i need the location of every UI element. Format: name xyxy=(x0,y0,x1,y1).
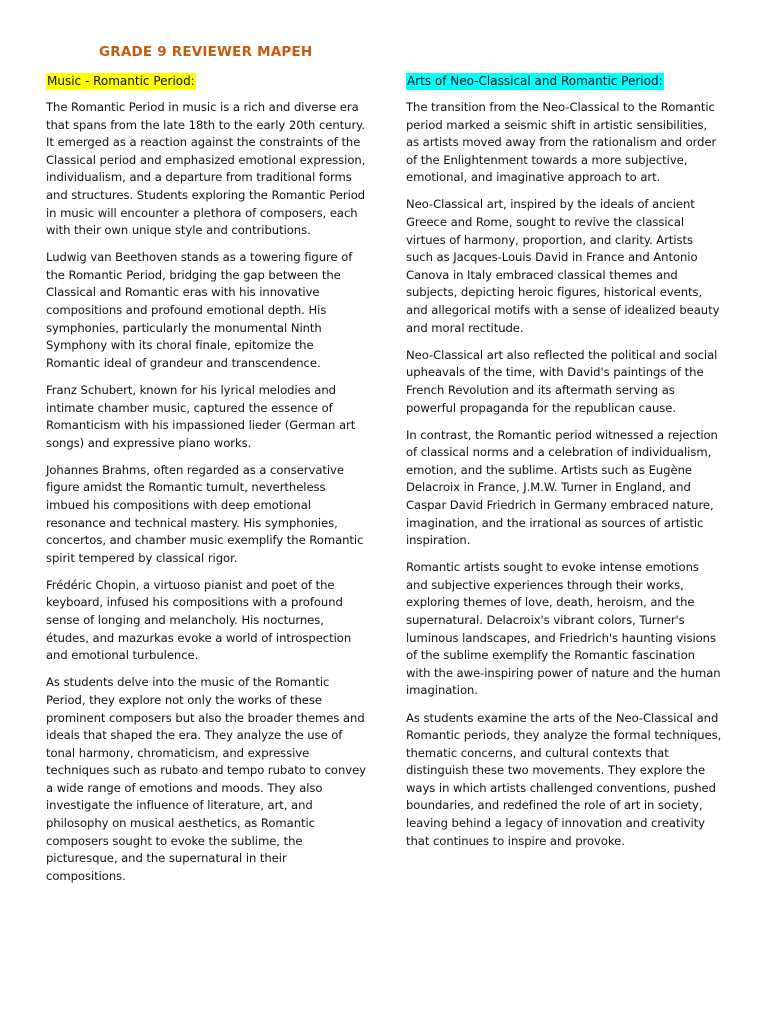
arts-paragraph-neoclassical: Neo-Classical art, inspired by the ideals of ancient Greece and Rome, sought to revive the classical virtues of harmony, proportion, and clarity. Artists such as Jacques-Louis David in France and Antonio Canova in Italy embraced classical themes and subjects, depicting heroic figures, historical events, and allegorical motifs with a sense of idealized beauty and moral rectitude. xyxy=(406,197,720,335)
arts-paragraph-romantic-artists: Romantic artists sought to evoke intense emotions and subjective experiences through their works, exploring themes of love, death, heroism, and the supernatural. Delacroix's vibrant colors, Turner's luminous landscapes, and Friedrich's haunting visions of the sublime exemplify the Romantic fascination with the awe-inspiring power of nature and the human imagination. xyxy=(406,560,721,698)
arts-section-heading: Arts of Neo-Classical and Romantic Period: xyxy=(407,74,663,88)
music-section-heading: Music - Romantic Period: xyxy=(47,74,195,88)
music-paragraph-brahms: Johannes Brahms, often regarded as a conservative figure amidst the Romantic tumult, nevertheless imbued his compositions with deep emotional resonance and technical mastery. His symphonies, concertos, and chamber music exemplify the Romantic spirit tempered by classical rigor. xyxy=(46,462,364,565)
arts-section xyxy=(406,72,722,860)
music-paragraph-chopin: Frédéric Chopin, a virtuoso pianist and poet of the keyboard, infused his compositions with a profound sense of longing and melancholy. His nocturnes, études, and mazurkas evoke a world of introspection and emotional turbulence. xyxy=(46,577,352,663)
document-title: GRADE 9 REVIEWER MAPEH xyxy=(99,44,313,60)
arts-paragraph-romantic-contrast: In contrast, the Romantic period witnessed a rejection of classical norms and a celebration of individualism, emotion, and the sublime. Artists such as Eugène Delacroix in France, J.M.W. Turner in England, and Caspar David Friedrich in Germany embraced nature, imagination, and the irrational as sources of artistic inspiration. xyxy=(406,427,718,548)
music-section xyxy=(46,72,368,895)
music-paragraph-intro: The Romantic Period in music is a rich and diverse era that spans from the late 18th to the early 20th century. It emerged as a reaction against the constraints of the Classical period and emphasized emotional expression, individualism, and a departure from traditional forms and structures. Students exploring the Romantic Period in music will encounter a plethora of composers, each with their own unique style and contributions. xyxy=(46,100,366,238)
music-paragraph-schubert: Franz Schubert, known for his lyrical melodies and intimate chamber music, captured the essence of Romanticism with his impassioned lieder (German art songs) and expressive piano works. xyxy=(46,382,356,450)
arts-paragraph-transition: The transition from the Neo-Classical to the Romantic period marked a seismic shift in artistic sensibilities, as artists moved away from the rationalism and order of the Enlightenment towards a more subjective, emotional, and imaginative approach to art. xyxy=(406,100,717,185)
music-paragraph-students: As students delve into the music of the Romantic Period, they explore not only the works of these prominent composers but also the broader themes and ideals that shaped the era. They analyze the use of tonal harmony, chromaticism, and expressive techniques such as rubato and tempo rubato to convey a wide range of emotions and moods. They also investigate the influence of literature, art, and philosophy on musical aesthetics, as Romantic composers sought to evoke the sublime, the picturesque, and the supernatural in their compositions. xyxy=(46,675,366,883)
music-paragraph-beethoven: Ludwig van Beethoven stands as a towering figure of the Romantic Period, bridging the gap between the Classical and Romantic eras with his innovative compositions and profound emotional depth. His symphonies, particularly the monumental Ninth Symphony with its choral finale, epitomize the Romantic ideal of grandeur and transcendence. xyxy=(46,250,353,370)
arts-paragraph-political: Neo-Classical art also reflected the political and social upheavals of the time, with David's paintings of the French Revolution and its aftermath serving as powerful propaganda for the republican cause. xyxy=(406,347,718,415)
arts-paragraph-students: As students examine the arts of the Neo-Classical and Romantic periods, they analyze the formal techniques, thematic concerns, and cultural contexts that distinguish these two movements. They explore the ways in which artists challenged conventions, pushed boundaries, and redefined the role of art in society, leaving behind a legacy of innovation and creativity that continues to inspire and provoke. xyxy=(406,710,722,848)
